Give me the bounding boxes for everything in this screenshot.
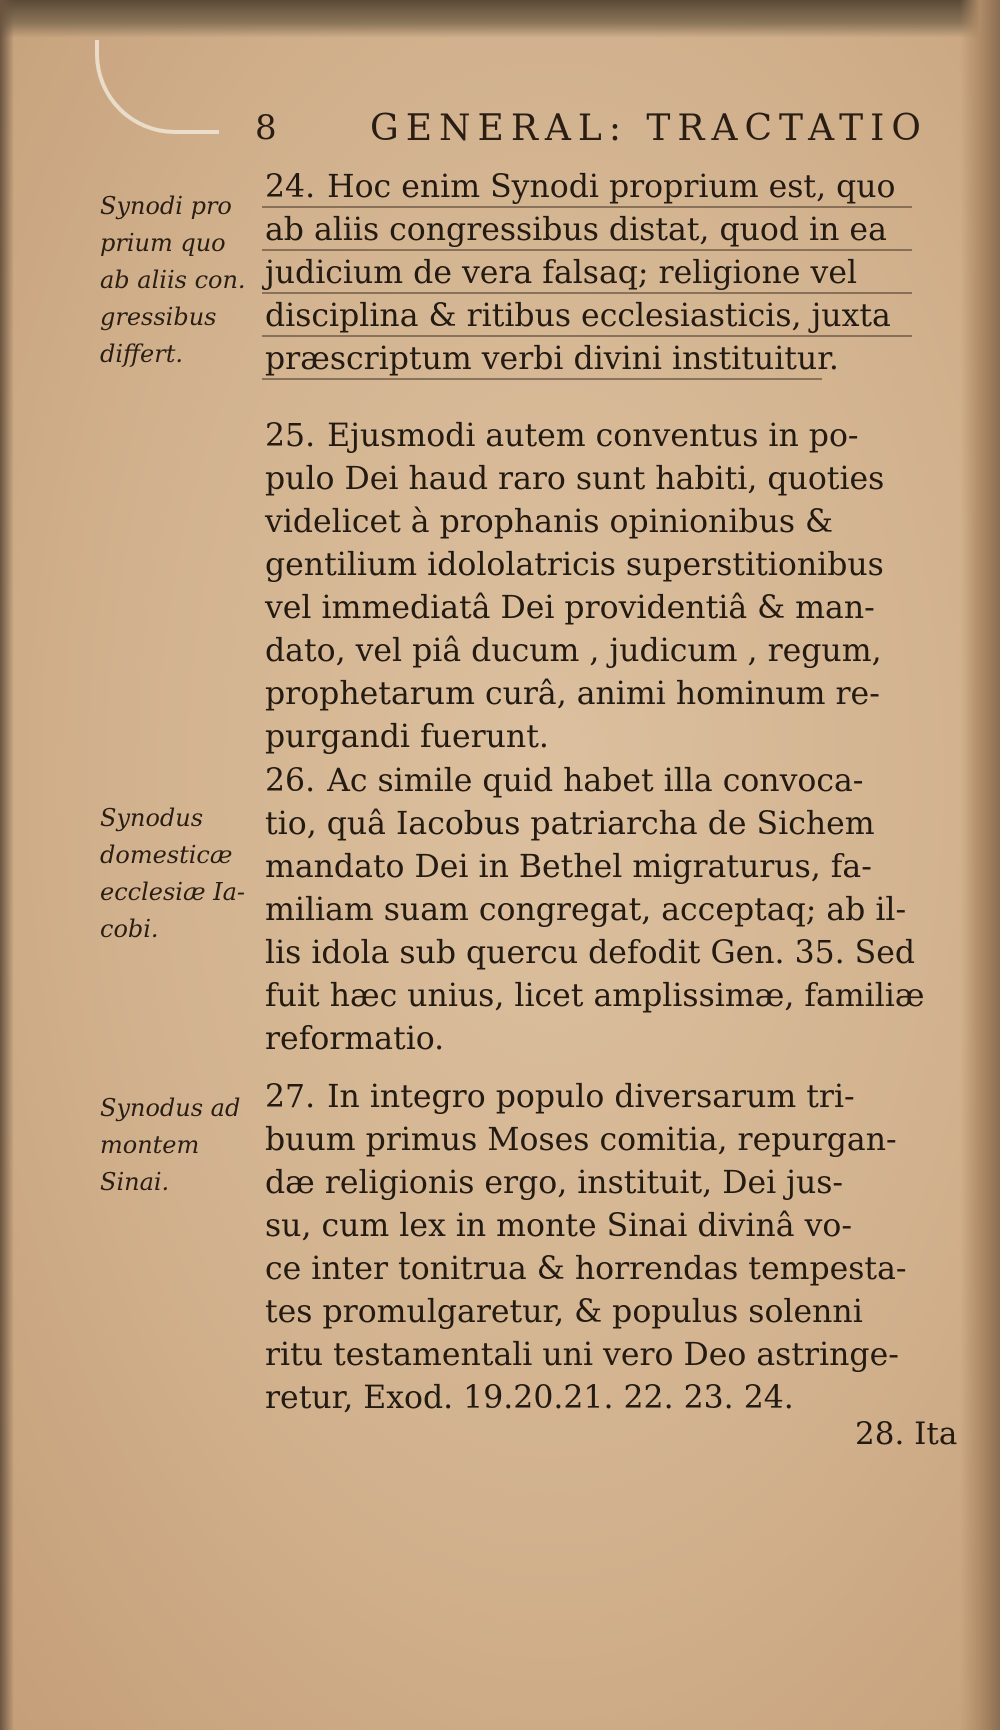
text-line [265,760,965,803]
margin-note-line: Synodus ad [100,1094,241,1122]
page-right-edge [960,0,1000,1730]
margin-note-line: differt. [100,340,183,368]
margin-note-line: montem [100,1131,200,1159]
text-line: tes promulgaretur, & populus solenni [265,1294,863,1330]
text-line: gentilium idololatricis superstitionibus [265,547,884,583]
paragraph-25 [265,415,965,759]
page-header [250,108,928,158]
text-line: ab aliis congressibus distat, quod in ea [265,212,887,248]
text-line: vel immediatâ Dei providentiâ & man- [265,590,875,626]
margin-note-27 [100,1090,260,1201]
text-line: prophetarum curâ, animi hominum re- [265,676,880,712]
catchword: 28. Ita [855,1416,958,1452]
page-number: 8 [255,108,277,148]
text-line: su, cum lex in monte Sinai divinâ vo- [265,1208,852,1244]
text-line: reformatio. [265,1021,445,1057]
text-line: disciplina & ritibus ecclesiasticis, juxta [265,298,891,334]
margin-note-line: cobi. [100,915,159,943]
paragraph-27 [265,1076,965,1420]
text-line: purgandi fuerunt. [265,719,549,755]
text-line: judicium de vera falsaq; religione vel [265,255,858,291]
margin-note-26 [100,800,260,948]
text-line: pulo Dei haud raro sunt habiti, quoties [265,461,885,497]
text-line: fuit hæc unius, licet amplissimæ, familiæ [265,978,925,1014]
text-line: dæ religionis ergo, instituit, Dei jus- [265,1165,844,1201]
paragraph-number: 26. [265,763,316,799]
text-line: miliam suam congregat, acceptaq; ab il- [265,892,907,928]
paragraph-26 [265,760,965,1061]
text-line: præscriptum verbi divini instituitur. [265,341,839,377]
text-line: mandato Dei in Bethel migraturus, fa- [265,849,872,885]
text-line: tio, quâ Iacobus patriarcha de Sichem [265,806,875,842]
paper-stain [95,40,219,134]
margin-note-line: domesticæ [100,841,233,869]
ink-underline [262,378,822,380]
text-line: ce inter tonitrua & horrendas tempesta- [265,1251,907,1287]
running-title: GENERAL: TRACTATIO [370,108,928,149]
ink-underline [262,292,912,294]
text-span: Hoc enim Synodi proprium est, quo [327,169,896,205]
paragraph-number: 25. [265,418,316,454]
text-line: dato, vel piâ ducum , judicum , regum, [265,633,882,669]
ink-underline [262,249,912,251]
text-line: retur, Exod. 19.20.21. 22. 23. 24. [265,1380,794,1416]
text-line: ritu testamentali uni vero Deo astringe- [265,1337,899,1373]
page-top-edge [0,0,1000,38]
text-line [265,415,965,458]
text-line [265,1076,965,1119]
text-line [265,166,965,209]
margin-note-24 [100,188,260,373]
margin-note-line: Synodi pro [100,192,232,220]
text-line: lis idola sub quercu defodit Gen. 35. Sed [265,935,916,971]
paragraph-number: 27. [265,1079,316,1115]
margin-note-line: Synodus [100,804,204,832]
text-span: In integro populo diversarum tri- [327,1079,855,1115]
margin-note-line: ab aliis con. [100,266,246,294]
page-left-edge [0,0,14,1730]
margin-note-line: gressibus [100,303,217,331]
margin-note-line: ecclesiæ Ia- [100,878,246,906]
margin-note-line: Sinai. [100,1168,170,1196]
ink-underline [262,335,912,337]
margin-note-line: prium quo [100,229,226,257]
text-span: Ac simile quid habet illa convoca- [327,763,864,799]
text-line: buum primus Moses comitia, repurgan- [265,1122,897,1158]
paragraph-24 [265,166,965,381]
text-line: videlicet à prophanis opinionibus & [265,504,834,540]
ink-underline [262,206,912,208]
text-span: Ejusmodi autem conventus in po- [327,418,859,454]
paragraph-number: 24. [265,169,316,205]
